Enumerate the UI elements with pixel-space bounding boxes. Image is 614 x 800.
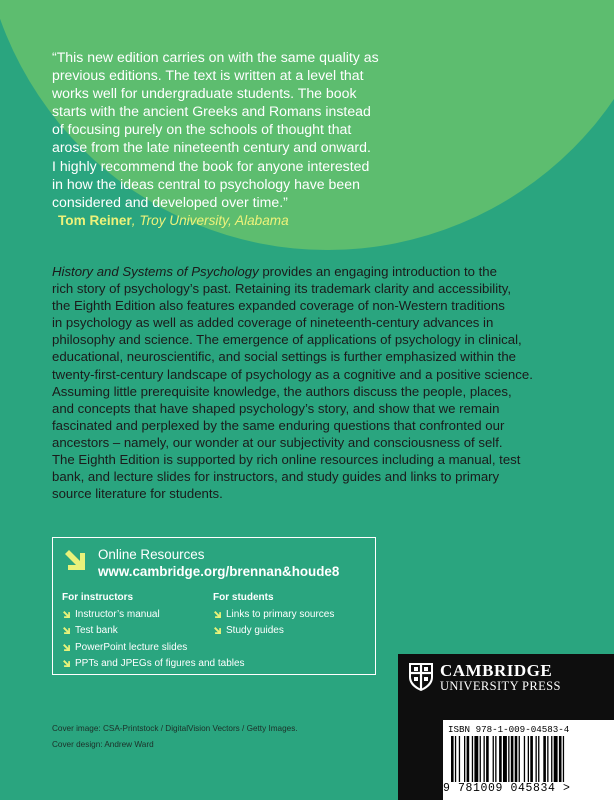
online-resources-box (52, 537, 376, 675)
barcode-bar (464, 736, 465, 782)
barcode-bar (551, 736, 552, 782)
barcode-bar (519, 736, 520, 782)
description-line: and concepts that have shaped psychology’s story, and show that we remain (52, 400, 500, 416)
students-column (213, 592, 334, 639)
instructors-heading: For instructors (62, 592, 134, 603)
barcode-bar (508, 736, 509, 782)
resource-item (213, 623, 334, 640)
arrow-down-right-icon (62, 626, 71, 635)
barcode-bar (484, 736, 485, 782)
barcode-bar (493, 736, 494, 782)
barcode-bar (486, 736, 489, 782)
description-line: twenty-first-century landscape of psychology as a cognitive and a positive science. (52, 366, 533, 382)
book-description (52, 263, 557, 502)
description-line-rest: provides an engaging introduction to the (258, 264, 497, 279)
barcode-bar (467, 736, 470, 782)
description-line: Assuming little prerequisite knowledge, the authors discuss the people, places, (52, 383, 512, 399)
barcode-bar (515, 736, 518, 782)
description-line: bank, and lecture slides for instructors, and study guides and links to primary (52, 469, 500, 485)
quote-line: in how the ideas central to psychology have been (52, 175, 360, 192)
description-line: source literature for students. (52, 486, 223, 502)
cover-design-credit: Cover design: Andrew Ward (52, 740, 154, 749)
barcode-bar (547, 736, 548, 782)
quote-line: considered and developed over time.” (52, 193, 288, 210)
quote-line: works well for undergraduate students. The book (52, 85, 357, 102)
cambridge-crest-icon (408, 662, 434, 692)
resource-item (213, 606, 334, 623)
resource-item (62, 639, 245, 656)
barcode-bar (480, 736, 481, 782)
barcode-bar (536, 736, 537, 782)
barcode-bar (563, 736, 564, 782)
book-title: History and Systems of Psychology (52, 264, 259, 279)
arrow-down-right-icon (62, 659, 71, 668)
barcode-bar (524, 736, 525, 782)
publisher-press: UNIVERSITY PRESS (440, 679, 561, 693)
barcode-icon (449, 736, 609, 782)
barcode-bar (543, 736, 546, 782)
barcode-bar (495, 736, 496, 782)
arrow-down-right-icon (213, 610, 222, 619)
description-line: educational, neuroscientific, and social settings is further emphasized within the (52, 349, 517, 365)
description-line: fascinated and perplexed by the same enduring questions that confronted our (52, 417, 505, 433)
barcode-bar (554, 736, 558, 782)
arrow-down-right-icon (62, 610, 71, 619)
description-line: in psychology as well as added coverage of nineteenth-century advances in (52, 315, 494, 331)
barcode-bar (530, 736, 533, 782)
description-line: philosophy and science. The emergence of applications of psychology in clinical, (52, 332, 522, 348)
barcode-bar (503, 736, 507, 782)
barcode-bar (528, 736, 529, 782)
author-affiliation: , Troy University, Alabama (131, 213, 289, 228)
resource-item (62, 656, 245, 673)
resource-item-label: PowerPoint lecture slides (75, 641, 188, 653)
resources-url[interactable]: www.cambridge.org/brennan&houde8 (98, 564, 340, 579)
resource-item-label: Study guides (226, 625, 284, 637)
description-line (52, 263, 557, 280)
resources-title: Online Resources (98, 547, 205, 562)
resource-item-label: Instructor’s manual (75, 608, 160, 620)
barcode-bar (451, 736, 454, 782)
quote-author (58, 213, 289, 228)
resource-item-label: Links to primary sources (226, 608, 335, 620)
resource-item-label: PPTs and JPEGs of figures and tables (75, 658, 245, 670)
barcode-bar (511, 736, 514, 782)
cover-credits (52, 721, 298, 753)
barcode-bar (559, 736, 562, 782)
isbn-label: ISBN 978-1-009-04583-4 (448, 724, 570, 735)
quote-line: “This new edition carries on with the same quality as (52, 49, 379, 65)
quote-line: of focusing purely on the schools of thought that (52, 121, 352, 138)
barcode-bar (499, 736, 502, 782)
resource-item-label: Test bank (75, 625, 118, 637)
quote-line: arose from the late nineteenth century and onward. (52, 139, 371, 156)
barcode-bar (459, 736, 460, 782)
description-line: ancestors – namely, our wonder at our subjectivity and consciousness of self. (52, 434, 503, 450)
cover-image-credit: Cover image: CSA-Printstock / DigitalVision Vectors / Getty Images. (52, 724, 298, 733)
barcode-bar (538, 736, 539, 782)
barcode-bar (474, 736, 478, 782)
arrow-down-right-icon (213, 626, 222, 635)
barcode-bar (472, 736, 473, 782)
arrow-down-right-icon (62, 547, 88, 573)
students-heading: For students (213, 592, 274, 603)
quote-line: I highly recommend the book for anyone interested (52, 157, 370, 174)
description-line: The Eighth Edition is supported by rich online resources including a manual, test (52, 452, 521, 468)
isbn-barcode-box (443, 720, 614, 800)
author-name: Tom Reiner (58, 213, 132, 228)
barcode-bar (455, 736, 456, 782)
publisher-name: CAMBRIDGE (440, 661, 553, 680)
quote-line: previous editions. The text is written at a level that (52, 67, 364, 84)
review-quote (52, 48, 392, 211)
description-line: rich story of psychology’s past. Retaining its trademark clarity and accessibility, (52, 281, 512, 297)
quote-line: starts with the ancient Greeks and Romans instead (52, 103, 371, 120)
description-line: the Eighth Edition also features expanded coverage of non-Western traditions (52, 298, 505, 314)
barcode-digits: 9 781009 045834 > (443, 782, 571, 795)
arrow-down-right-icon (62, 643, 71, 652)
